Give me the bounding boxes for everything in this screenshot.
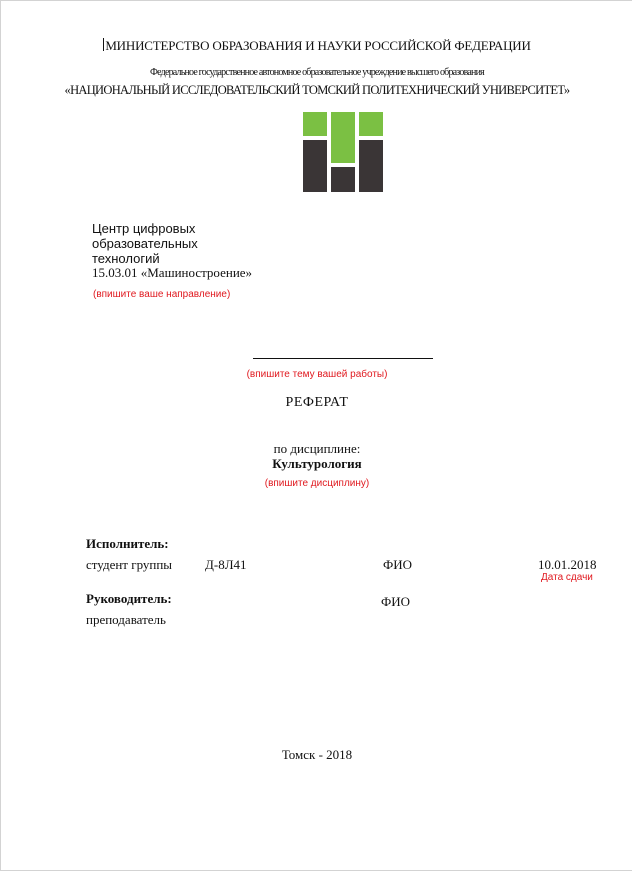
supervisor-fio: ФИО <box>381 594 411 609</box>
tpu-logo <box>303 112 383 192</box>
ministry-heading <box>1 38 632 54</box>
federal-institution-line: Федеральное государственное автономное образовательное учреждение высшего образования <box>150 67 484 78</box>
city-year: Томск - 2018 <box>281 747 353 762</box>
university-name: «НАЦИОНАЛЬНЫЙ ИССЛЕДОВАТЕЛЬСКИЙ ТОМСКИЙ ПОЛИТЕХНИЧЕСКИЙ УНИВЕРСИТЕТ» <box>64 83 570 97</box>
logo-dark-block-center <box>331 167 355 192</box>
logo-dark-block-right <box>359 140 383 192</box>
discipline-hint: (впишите дисциплину) <box>264 478 370 489</box>
logo-green-block-left <box>303 112 327 136</box>
center-name: Центр цифровых образовательных технологий <box>92 221 198 266</box>
supervisor-label: Руководитель: <box>86 591 172 606</box>
discipline-name: Культурология <box>272 456 362 471</box>
speciality: 15.03.01 «Машиностроение» <box>92 265 253 280</box>
submission-date: 10.01.2018 <box>538 557 597 572</box>
direction-hint: (впишите ваше направление) <box>93 289 231 300</box>
logo-green-block-right <box>359 112 383 136</box>
topic-underline <box>253 358 433 359</box>
supervisor-role: преподаватель <box>86 612 166 627</box>
logo-dark-block-left <box>303 140 327 192</box>
topic-hint: (впишите тему вашей работы) <box>246 369 388 380</box>
ministry-text: МИНИСТЕРСТВО ОБРАЗОВАНИЯ И НАУКИ РОССИЙСКОЙ ФЕДЕРАЦИИ <box>105 38 531 53</box>
performer-label: Исполнитель: <box>86 536 169 551</box>
by-discipline-label: по дисциплине: <box>273 441 361 456</box>
student-group-label: студент группы <box>86 557 173 572</box>
student-group-value: Д-8Л41 <box>205 557 247 572</box>
performer-fio: ФИО <box>383 557 413 572</box>
submission-date-hint: Дата сдачи <box>541 572 593 583</box>
work-type: РЕФЕРАТ <box>285 395 349 410</box>
logo-green-block-center <box>331 112 355 163</box>
